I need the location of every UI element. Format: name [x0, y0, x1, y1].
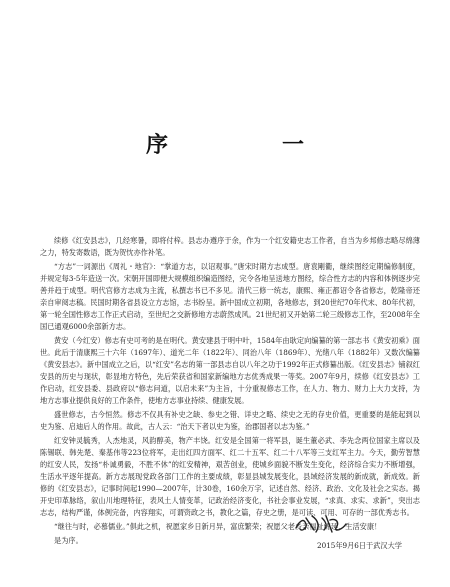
paragraph: “继往与时，必慕儒业。”俱此之机，祝愿家乡日新月异，富庶繁荣；祝愿父老乡亲福祉绵延，生活安康！ — [54, 522, 382, 531]
paragraph: 续修《红安县志》，几经寒暑，即将付梓。县志办遵序于余，作为一个红安籍史志工作者，自当为乡邦修志略尽绵薄之力，特发寄数语，既为贺忱亦作补笔。 — [40, 236, 420, 257]
paragraph: 盛世修志，古今恒然。修志不仅具有补史之缺、参史之错、详史之略、续史之无的存史价值，更重要的是能起到以史为鉴、启迪后人的作用。故此，古人云：“治天下者以史为鉴，治郡国者以志为鉴。” — [40, 410, 420, 431]
handwritten-signature — [292, 510, 352, 536]
document-title: 序 一 — [145, 132, 350, 158]
paragraph: “方志”一词源出《周礼・地官》：“掌道方志，以诏观事。”唐宋时期方志成型。唐袁剛衢，继续图经定期编修制度，并规定每3-5年造送一次。宋朝开国即便大规模组织编造图经，完令各地呈送地方图经，综合性方志的内容和体例逐步完善并趋于成型。明代官修方志成为主流，私撰志书已不多见。清代三修一统志，康熙、雍正都诏令各省修志，乾隆帝还亲自审阅志稿。民国时期各省县设立方志馆，志书纷呈。新中国成立初期，各地修志，到20世纪70年代末、80年代初，第一轮全国性修志工作正式启动，至世纪之交新修地方志蔚然成风。21世纪初又开始第二轮三级修志工作，至2008年全国已通观6000余部新方志。 — [40, 262, 420, 331]
paragraph: 黄安（今红安）修志有史可考的是在明代。黄安建县于明中叶，1584年由耿定向编纂的第一部志书《黄安初乘》面世。此后于清康熙三十六年（1697年）、道光二年（1822年）、同治八年（1869年）、光绪八年（1882年）又数次编纂《黄安县志》。新中国成立之后，以“红安”名志的第一部县志自以八年之功于1992年正式修纂出版。《红安县志》铺叙红安县的历史与现状，彰显地方特色，先后荣获省和国家新编地方志优秀成果一等奖。2007年9月，续修《红安县志》工作启动，红安县委、县政府以“修志问道，以启未来”为主旨，十分重视修志工作，在人力、物力、财力上大力支持，为地方志事业提供良好的工作条件，使地方志事业持续、健康发展。 — [40, 336, 420, 405]
document-date: 2015年9月6日于武汉大学 — [317, 541, 402, 550]
document-body — [40, 235, 420, 549]
paragraph: 是为序。 — [54, 536, 83, 545]
paragraph: 红安钟灵毓秀，人杰地灵，风韵醇美，物产丰饶。红安是全国第一将军县，诞生董必武、李先念两位国家主席以及陈锡联、韩先楚、秦基伟等223位将军，走出红四方面军、红二十五军、红二十八军等三支红军主力。今天，勤劳智慧的红安人民，发扬“朴诚勇毅，不胜不休”的红安精神，艰苦创业，使城乡面貌不断发生变化，经济综合实力不断增强，生活水平逐年提高。新方志展现党政各部门工作的主要成绩，彰显县城发展变化，县域经济发展的新成就，新成效。新修的《红安县志》，记事时间起1990—2007年，计30卷，160余万字，记述自然、经济、政治、文化及社会之实态。揭开史印革脉络，叙山川地理特征，表风土人情变革，记政治经济变化，书社会事业发展，“求真、求实、求新”，突出志志志，结构严谨，体例完备，内容翔实，可谓资政之书，教化之篇，存史之册，是可读、可用、可存的一部优秀志书。 — [40, 436, 420, 517]
